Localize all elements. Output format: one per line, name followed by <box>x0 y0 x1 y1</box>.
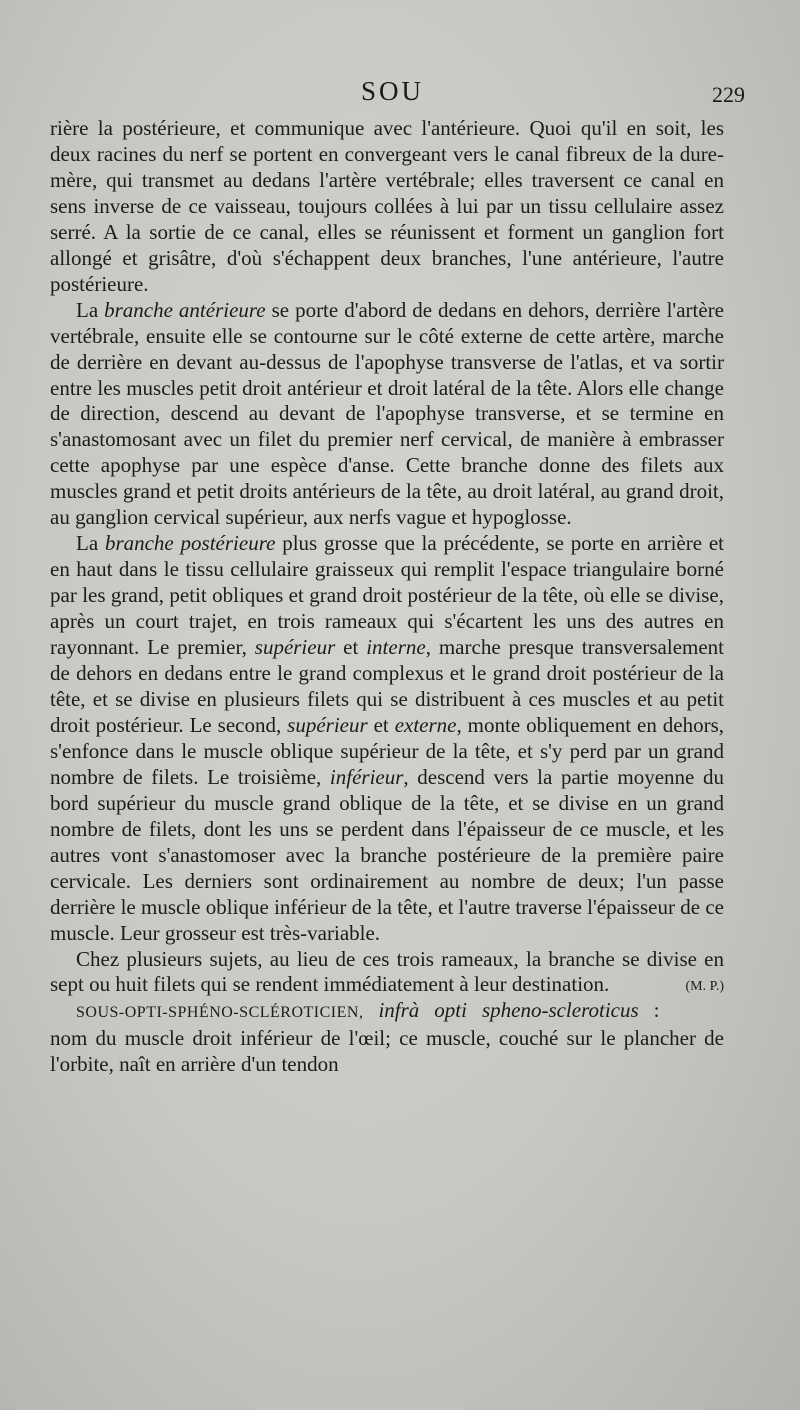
paragraph-lead: La <box>76 531 105 556</box>
running-head: SOU <box>360 76 424 106</box>
paragraph-text: rière la postérieure, et communique avec l'antérieure. Quoi qu'il en soit, les deux racines du nerf se portent en convergeant vers le canal fibreux de la dure-mère, qui transmet au dedans l'artère vertébrale; elles traversent ce canal en sens inverse de ce vaisseau, toujours collées à lui par un tissu cellulaire assez serré. A la sortie de ce canal, elles se réunissent et forment un ganglion fort allongé et grisâtre, d'où s'échappent deux branches, l'une antérieure, l'autre postérieure. <box>50 116 724 296</box>
paragraph-branche-posterieure <box>50 531 724 946</box>
italic-term: inférieur <box>329 764 404 789</box>
entry-latin-name: infrà opti spheno-scleroticus <box>378 998 639 1023</box>
paragraph-text: , descend vers la partie moyenne du bord supérieur du muscle grand oblique de la tête, et se divise en un grand nombre de filets, dont les uns se perdent dans l'épaisseur de ce muscle, et les autres vont s'anastomoser avec la branche postérieure de la première paire cervicale. Les derniers sont ordinairement au nombre de deux; l'un passe derrière le muscle oblique inférieur de la tête, et l'autre traverse l'épaisseur de ce muscle. Leur grosseur est très-variable. <box>50 764 724 945</box>
paragraph-text: et <box>367 712 395 737</box>
paragraph-text: se porte d'abord de dedans en dehors, derrière l'artère vertébrale, ensuite elle se contourne sur le côté externe de cette artère, marche de derrière en devant au-dessus de l'apophyse transverse de l'atlas, et va sortir entre les muscles petit droit antérieur et droit latéral de la tête. Alors elle change de direction, descend au devant de l'apophyse transverse, et se termine en s'anastomosant avec un filet du premier nerf cervical, de manière à embrasser cette apophyse par une espèce d'anse. Cette branche donne des filets aux muscles grand et petit droits antérieurs de la tête, au droit latéral, au grand droit, au ganglion cervical supérieur, aux nerfs vague et hypoglosse. <box>50 297 725 530</box>
page-number: 229 <box>712 82 745 107</box>
italic-term: branche postérieure <box>104 531 276 556</box>
paragraph-continuation <box>50 116 724 298</box>
page-header <box>40 76 745 116</box>
dictionary-entry <box>50 998 724 1078</box>
author-signature: (M. P.) <box>685 979 724 995</box>
paragraph-text: Chez plusieurs sujets, au lieu de ces trois rameaux, la branche se divise en sept ou huit filets qui se rendent immédiatement à leur destination. <box>50 946 724 997</box>
paragraph-text: , marche presque transversalement de dehors en dedans entre le grand complexus et le grand droit postérieur de la tête, et se divise en plusieurs filets qui se distribuent à ces muscles et au petit droit postérieur. Le second, <box>50 635 725 737</box>
paragraph-text: plus grosse que la précédente, se porte en arrière et en haut dans le tissu cellulaire graisseux qui remplit l'espace triangulaire borné par les grand, petit obliques et grand droit postérieur de la tête, où elle se divise, après un court trajet, en trois rameaux qui s'écartent les uns des autres en rayonnant. Le premier, <box>50 531 725 660</box>
paragraph-text: , monte obliquement en dehors, s'enfonce dans le muscle oblique supérieur de la tête, et s'y perd par un grand nombre de filets. Le troisième, <box>50 712 725 789</box>
paragraph-branche-anterieure <box>50 298 724 532</box>
italic-term: supérieur <box>254 635 336 660</box>
italic-term: externe <box>394 712 457 737</box>
paragraph-lead: La <box>76 297 105 322</box>
paragraph-variation <box>50 947 724 999</box>
entry-text: : nom du muscle droit inférieur de l'œil; ce muscle, couché sur le plancher de l'orbite, naît en arrière d'un tendon <box>50 998 724 1077</box>
italic-term: interne <box>366 635 426 660</box>
italic-term: branche antérieure <box>104 297 266 322</box>
italic-term: supérieur <box>287 712 368 737</box>
body-text <box>50 116 724 1078</box>
entry-headword: SOUS-OPTI-SPHÉNO-SCLÉROTICIEN, <box>76 1004 364 1022</box>
paragraph-text: et <box>335 635 367 660</box>
